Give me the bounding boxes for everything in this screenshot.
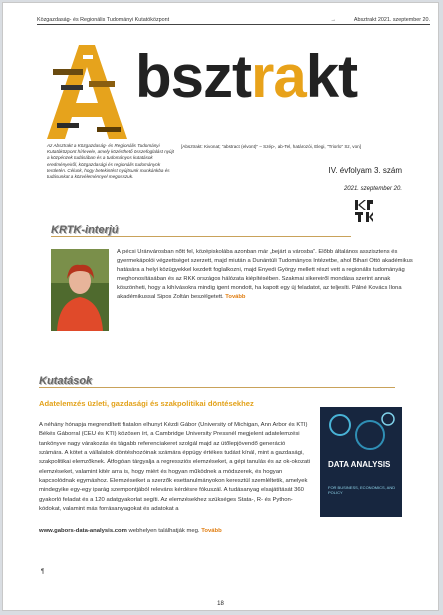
issue-date: 2021. szeptember 20. <box>343 186 402 192</box>
newsletter-description: Az Absztrakt a Közgazdaság- és Regionális Tudományi Kutatóközpont hírlevele, amely közérthető összefoglalást nyújt a közpénzek tudásában és a tudományos kutatások eredményeiről, közgazdasági és regionális tudományok területén. Célunk, hogy betekintést nyújtsunk munkánkba és tudásunkat a közvéleménnyel megosszuk. <box>47 143 174 179</box>
interview-read-more-link[interactable]: Tovább <box>225 293 246 300</box>
research-paragraph: A néhány hónapja megrendített fiatalon elhunyt Kézdi Gábor (University of Michigan, Ann Arbor és KTI) Békés Gáborral (CEU és KTI) közösen írt, a Cambridge University Pressnél megjelent adatelemzési tankönyve nagy várakozás és tágabb referenciakeret szolgál majd az ütőlepjövendő generáció számára. A kötet a vállalatok döntéshozóinak számára éppúgy értékes tudást kínál, mint a gazdasági, szakpolitikai elemzőknek. Átfogóan tárgyalja a regressziós elemzéseket, a gépi tanulás és az ok-okozati elemzéseket, valamint kitér arra is, hogy miért és hogyan működnek a módszerek, és hogyan kapcsolódnak egymáshoz. Elemzéseiket a szerzők esettanulmányokon keresztül szemléltetik, amelyek mindegyike egy-egy iparág szempontjából releváns kérdésre fókuszál. A tudásanyag elsajátítását 360 gyakorló feladat és a 120 adatgyakorlat segíti. Az elemzésekhez szükséges Stata-, R- és Python-kódokat, valamint más forrásanyagokat és adatokat a <box>39 422 311 512</box>
running-header <box>37 17 430 25</box>
article-subtitle: Adatelemzés üzleti, gazdasági és szakpolitikai döntésekhez <box>39 399 254 408</box>
paragraph-mark: ¶ <box>41 569 45 575</box>
book-cover-image <box>320 407 402 517</box>
book-title: DATA ANALYSIS <box>328 460 391 469</box>
krtk-logo <box>354 199 374 223</box>
book-subtitle: FOR BUSINESS, ECONOMICS, AND POLICY <box>328 485 396 496</box>
header-arrow: → <box>330 17 336 23</box>
research-paragraph-end: www.gabors-data-analysis.com webhelyen találhatják meg. Tovább <box>39 528 222 534</box>
page-number: 18 <box>217 601 224 607</box>
document-page <box>2 2 439 611</box>
interview-paragraph: A pécsi Uránvárosban nőtt fel, középiskolába azonban már „bejárt a városba”. Előbb általános asszisztens és gyermekápolói végzettséget szerzett, majd miután a Dunántúli Tudományos Intézetbe, ahol Bihari Ottó akadémikus hatására a helyi közügyekkel kezdett foglalkozni, majd Enyedi György mellett részt vett a regionális tudományág meghonosításában és az RKK országos hálózata kiépítésében. Szakmai sikereiről mondása szerint annak köszönheti, hogy a kihívásokra mindig igent mondott, ha kapott egy új feladatot, az teljesíti. Pálné Kovács Ilona akadémikussal Sipos Zoltán beszélgetett. Tovább <box>117 249 413 300</box>
word-cloud-a-logo <box>39 41 135 141</box>
issue-label: IV. évfolyam 3. szám <box>328 166 402 175</box>
header-right: Absztrakt 2021. szeptember 20. <box>353 17 430 23</box>
masthead-title: bsztrakt <box>135 43 358 110</box>
interviewee-photo <box>51 249 109 331</box>
data-analysis-url-link[interactable]: www.gabors-data-analysis.com <box>39 528 127 534</box>
section-heading-interview: KRTK-interjú <box>51 224 351 237</box>
research-read-more-link[interactable]: Tovább <box>201 528 222 534</box>
masthead-tagline: [Absztrakt: Kivonat; "abstract (elvont)" – Szép-, ab-Tel, határozói, Elegi, "Triorlo" Sz, von] <box>181 144 361 149</box>
section-heading-research: Kutatások <box>39 375 395 388</box>
book-cover-graphic <box>320 407 402 457</box>
header-left: Közgazdaság- és Regionális Tudományi Kutatóközpont <box>37 17 170 23</box>
